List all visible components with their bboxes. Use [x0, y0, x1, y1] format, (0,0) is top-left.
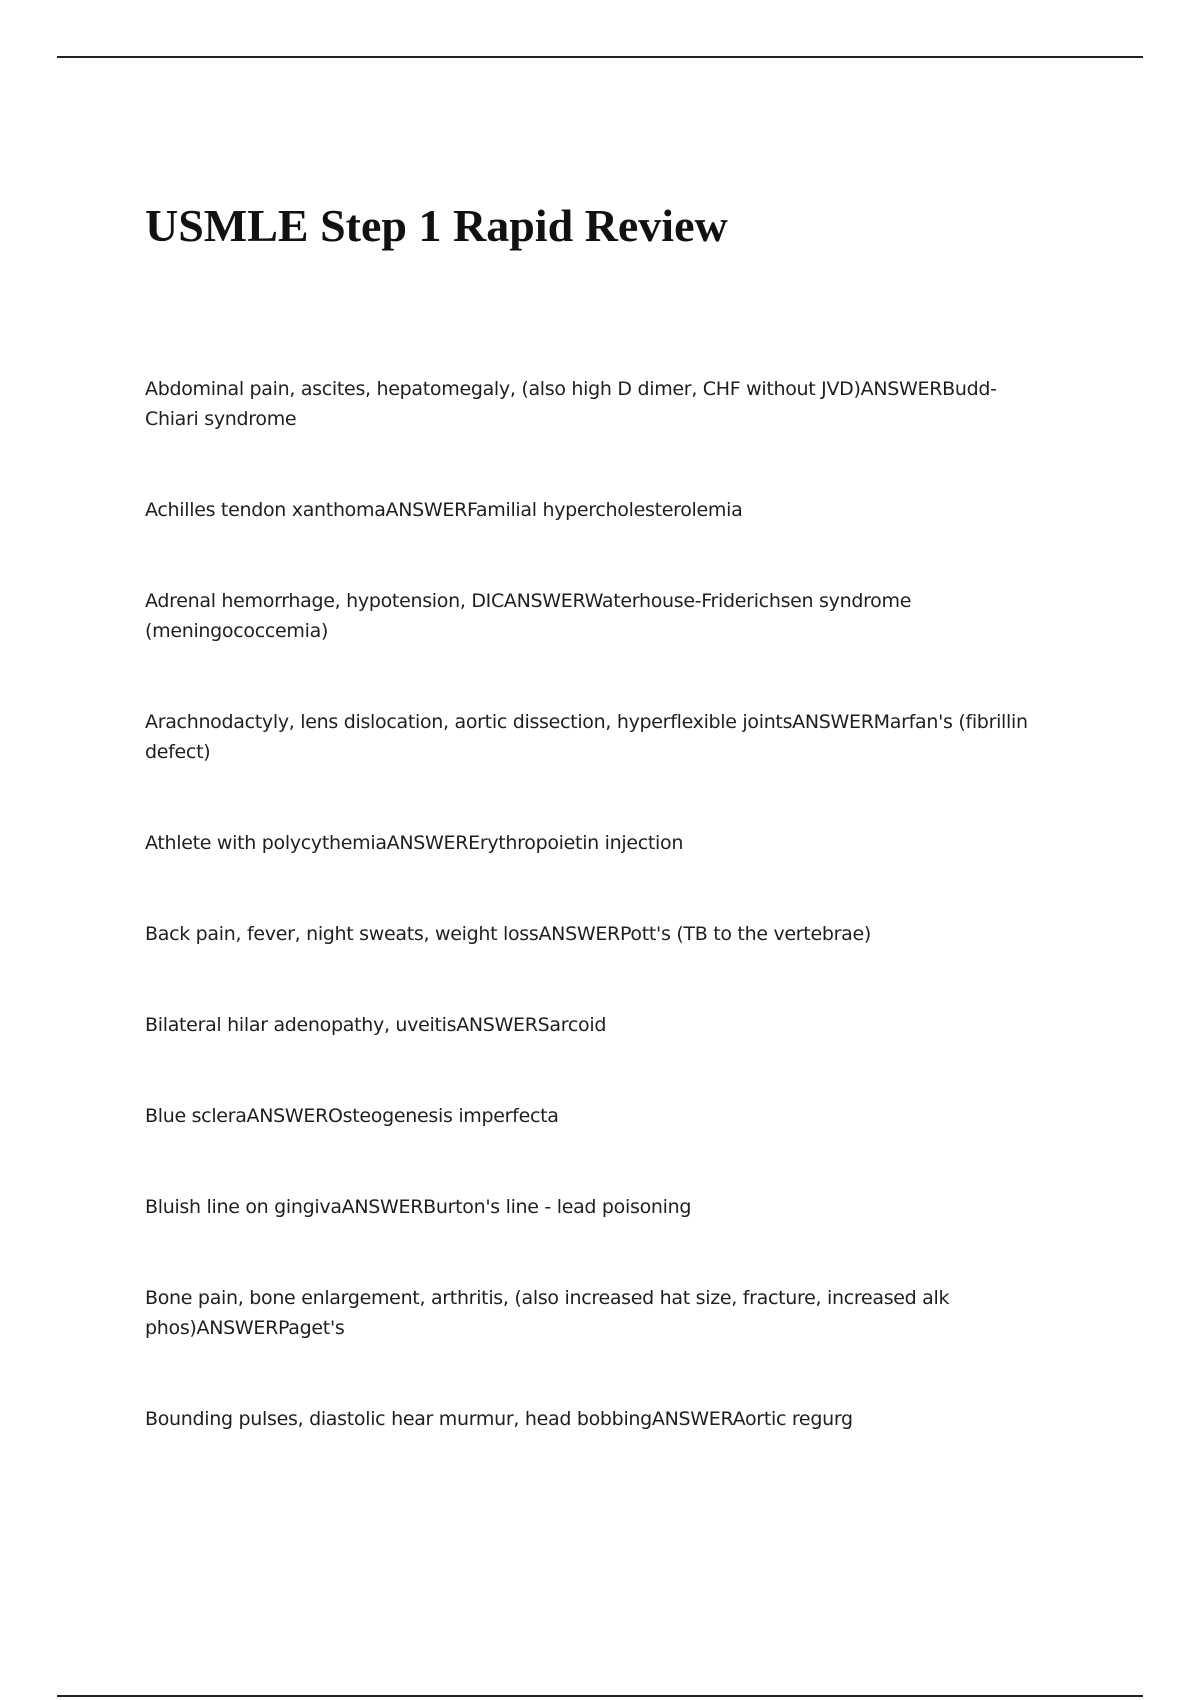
top-rule	[57, 56, 1143, 58]
flashcard-entry: Bounding pulses, diastolic hear murmur, head bobbingANSWERAortic regurg	[145, 1408, 853, 1430]
flashcard-entry: Back pain, fever, night sweats, weight lossANSWERPott's (TB to the vertebrae)	[145, 923, 871, 945]
flashcard-entry: Abdominal pain, ascites, hepatomegaly, (also high D dimer, CHF without JVD)ANSWERBudd-Chiari syndrome	[145, 378, 997, 430]
flashcard-entry: Arachnodactyly, lens dislocation, aortic dissection, hyperflexible jointsANSWERMarfan's (fibrillin defect)	[145, 711, 1028, 763]
flashcard-entry: Bilateral hilar adenopathy, uveitisANSWERSarcoid	[145, 1014, 607, 1036]
flashcard-entry: Blue scleraANSWEROsteogenesis imperfecta	[145, 1105, 559, 1127]
flashcard-list	[145, 374, 1085, 1495]
document-title: USMLE Step 1 Rapid Review	[145, 200, 728, 251]
flashcard-entry: Achilles tendon xanthomaANSWERFamilial hypercholesterolemia	[145, 499, 743, 521]
flashcard-entry: Bluish line on gingivaANSWERBurton's line - lead poisoning	[145, 1196, 692, 1218]
flashcard-entry: Athlete with polycythemiaANSWERErythropoietin injection	[145, 832, 684, 854]
flashcard-entry: Adrenal hemorrhage, hypotension, DICANSWERWaterhouse-Friderichsen syndrome (meningococcemia)	[145, 590, 912, 642]
bottom-rule	[57, 1695, 1143, 1697]
flashcard-entry: Bone pain, bone enlargement, arthritis, (also increased hat size, fracture, increased alk phos)ANSWERPaget's	[145, 1287, 950, 1339]
